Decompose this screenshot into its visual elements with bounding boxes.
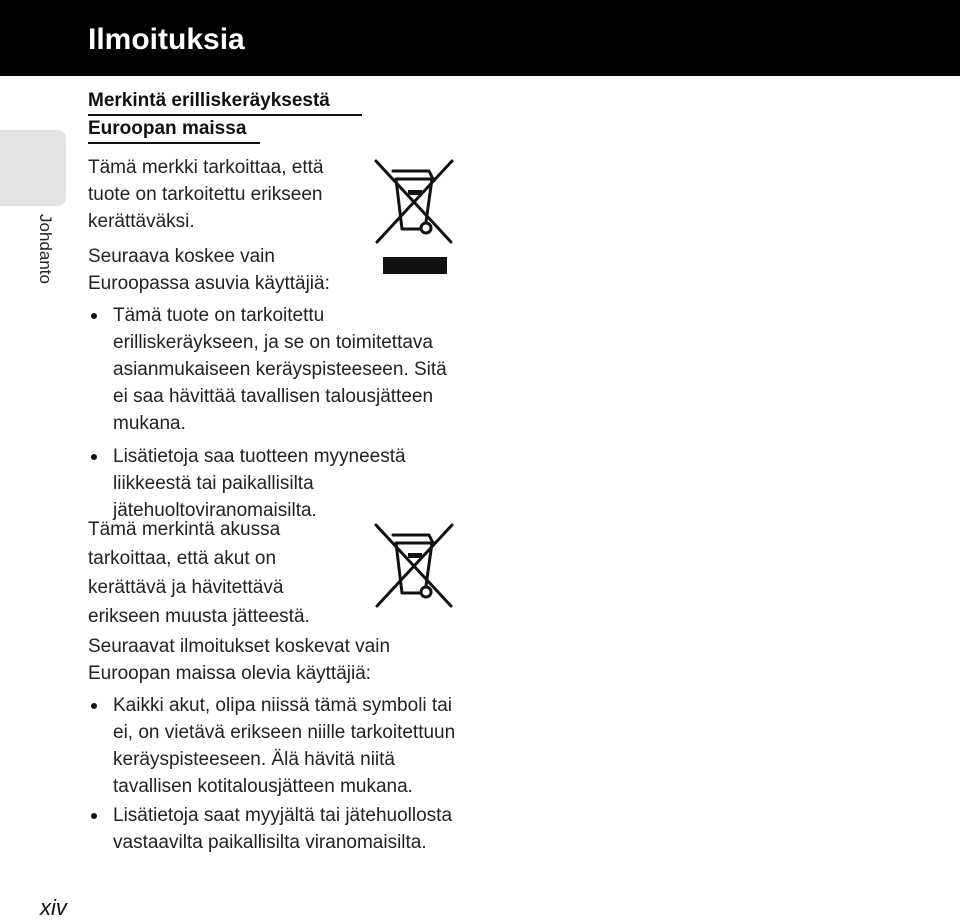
eu-users-paragraph: Seuraava koskee vain Euroopassa asuvia käyttäjiä:: [88, 246, 330, 294]
crossed-out-wheelie-bin-icon: [374, 158, 456, 278]
battery-crossed-out-bin-icon: [374, 522, 456, 610]
battery-eu-users-paragraph: Seuraavat ilmoitukset koskevat vain Euroopan maissa olevia käyttäjiä:: [88, 636, 391, 684]
section-heading: [88, 88, 362, 144]
sidebar-tab: [0, 130, 66, 206]
sidebar-section-label: Johdanto: [36, 214, 55, 284]
battery-bullet-list: [88, 692, 460, 856]
battery-paragraph: Tämä merkintä akussa tarkoittaa, että akut on kerättävä ja hävitettävä erikseen muusta jätteestä.: [88, 519, 310, 627]
product-bullet-list: [88, 302, 460, 524]
page-title: Ilmoituksia: [88, 23, 245, 56]
list-item: Lisätietoja saat myyjältä tai jätehuollosta vastaavilta paikallisilta viranomaisilta.: [88, 802, 460, 856]
list-item: Tämä tuote on tarkoitettu erilliskeräykseen, ja se on toimitettava asianmukaiseen keräyspisteeseen. Sitä ei saa hävittää tavallisen talousjätteen mukana.: [88, 302, 460, 437]
section-heading-line-1: Merkintä erilliskeräyksestä: [88, 88, 362, 116]
list-item: Lisätietoja saa tuotteen myyneestä liikkeestä tai paikallisilta jätehuoltoviranomaisilta.: [88, 443, 460, 524]
list-item: Kaikki akut, olipa niissä tämä symboli tai ei, on vietävä erikseen niille tarkoitettuun keräyspisteeseen. Älä hävitä niitä tavallisen kotitalousjätteen mukana.: [88, 692, 460, 800]
page-number: xiv: [40, 895, 67, 920]
intro-paragraph: Tämä merkki tarkoittaa, että tuote on tarkoitettu erikseen kerättäväksi.: [88, 157, 324, 232]
header-bar: [0, 0, 960, 76]
section-heading-line-2: Euroopan maissa: [88, 116, 260, 144]
